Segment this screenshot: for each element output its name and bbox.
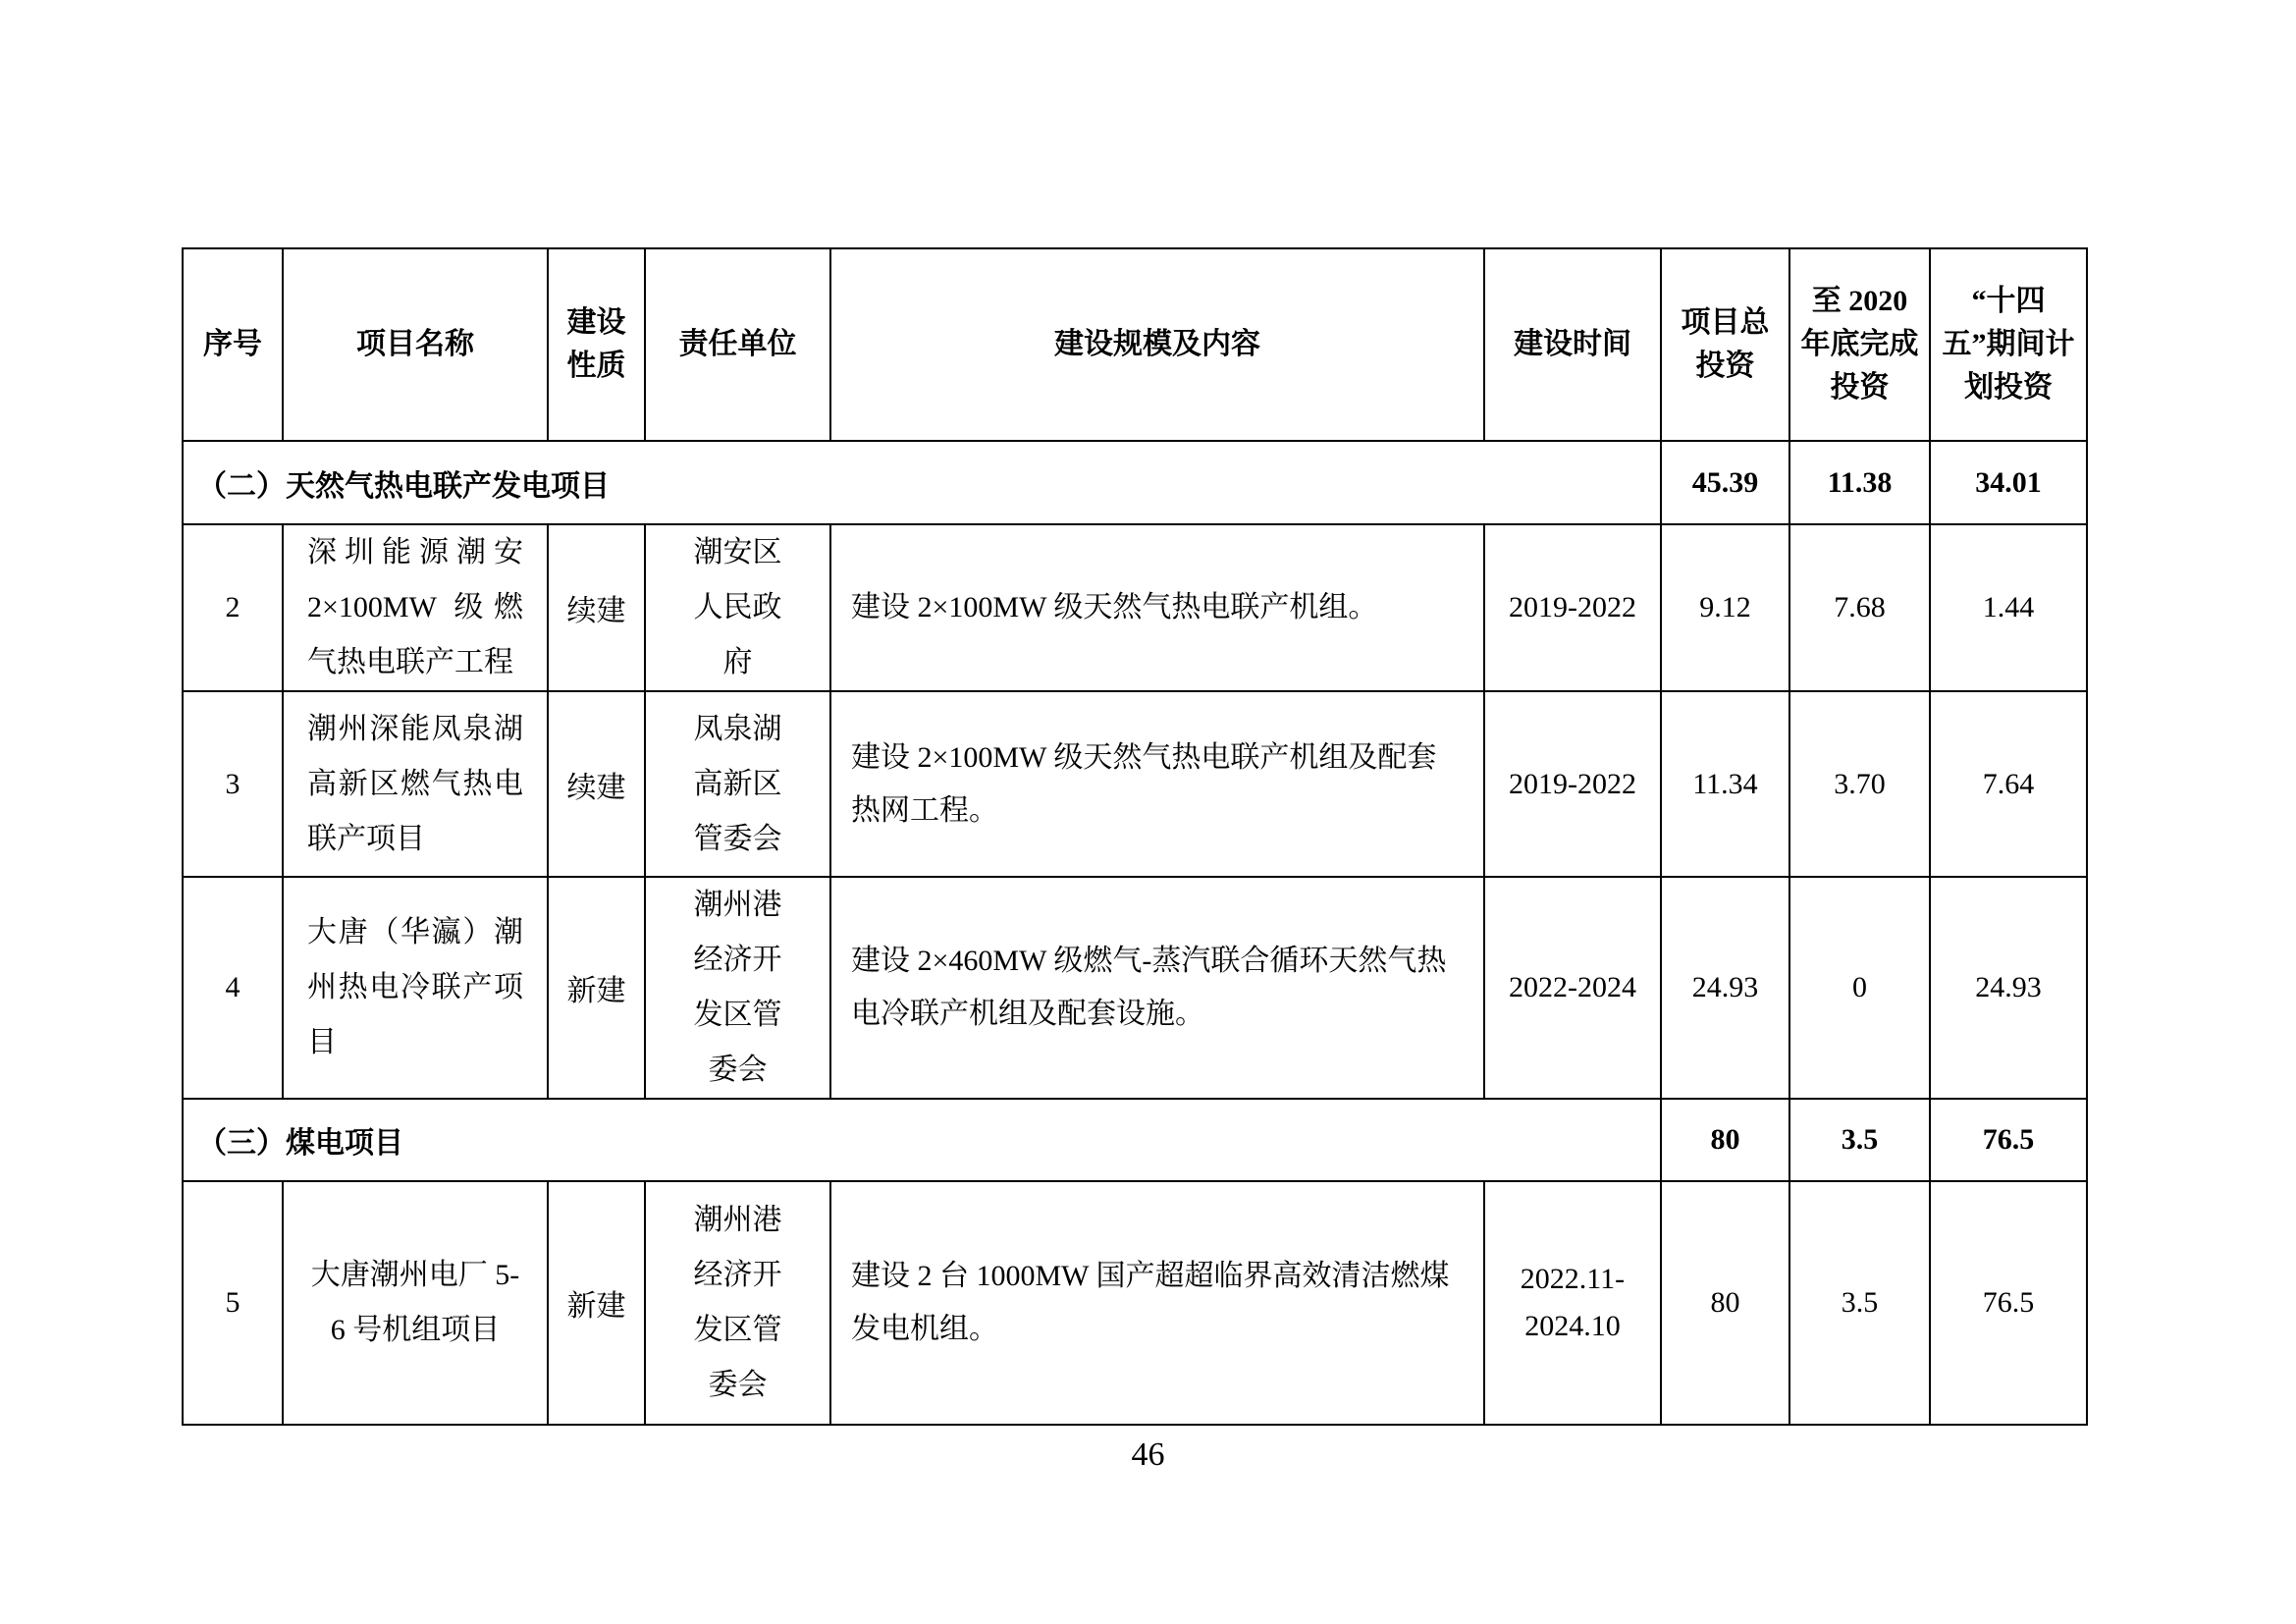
- table-header-row: [183, 248, 2087, 441]
- project-name-cell: 大唐潮州电厂 5-6 号机组项目: [283, 1181, 548, 1425]
- scale-content-cell: 建设 2 台 1000MW 国产超超临界高效清洁燃煤发电机组。: [830, 1181, 1484, 1425]
- col-header-no: 序号: [183, 248, 283, 441]
- section-total-investment: 45.39: [1661, 441, 1789, 524]
- responsible-unit-cell: 凤泉湖高新区管委会: [645, 691, 830, 877]
- construction-time-cell: 2019-2022: [1484, 524, 1661, 691]
- projects-table: [182, 247, 2088, 1426]
- construction-time-cell: 2022.11-2024.10: [1484, 1181, 1661, 1425]
- project-name-cell: 大唐（华瀛）潮州热电冷联产项目: [283, 877, 548, 1099]
- section-title: （二）天然气热电联产发电项目: [183, 441, 1661, 524]
- total-investment-cell: 80: [1661, 1181, 1789, 1425]
- table-row: [183, 524, 2087, 691]
- planned-14th-five-cell: 1.44: [1930, 524, 2087, 691]
- table-row: [183, 691, 2087, 877]
- row-number-cell: 5: [183, 1181, 283, 1425]
- section-planned-14th-five: 34.01: [1930, 441, 2087, 524]
- col-header-nature: 建设性质: [548, 248, 645, 441]
- total-investment-cell: 24.93: [1661, 877, 1789, 1099]
- col-header-unit: 责任单位: [645, 248, 830, 441]
- table-row: [183, 877, 2087, 1099]
- col-header-completed-by-2020: 至 2020 年底完成投资: [1789, 248, 1930, 441]
- total-investment-cell: 11.34: [1661, 691, 1789, 877]
- section-row-coal-power: [183, 1099, 2087, 1181]
- responsible-unit-cell: 潮安区人民政府: [645, 524, 830, 691]
- completed-by-2020-cell: 0: [1789, 877, 1930, 1099]
- completed-by-2020-cell: 3.70: [1789, 691, 1930, 877]
- section-completed-by-2020: 11.38: [1789, 441, 1930, 524]
- responsible-unit-cell: 潮州港经济开发区管委会: [645, 877, 830, 1099]
- construction-time-cell: 2019-2022: [1484, 691, 1661, 877]
- construction-nature-cell: 续建: [548, 691, 645, 877]
- section-completed-by-2020: 3.5: [1789, 1099, 1930, 1181]
- project-name-cell: 深圳能源潮安 2×100MW 级燃气热电联产工程: [283, 524, 548, 691]
- table-row: [183, 1181, 2087, 1425]
- section-row-gas-cogeneration: [183, 441, 2087, 524]
- construction-nature-cell: 新建: [548, 877, 645, 1099]
- page-number: 46: [1131, 1436, 1165, 1473]
- section-planned-14th-five: 76.5: [1930, 1099, 2087, 1181]
- col-header-planned-14th-five: “十四五”期间计划投资: [1930, 248, 2087, 441]
- scale-content-cell: 建设 2×100MW 级天然气热电联产机组及配套热网工程。: [830, 691, 1484, 877]
- completed-by-2020-cell: 7.68: [1789, 524, 1930, 691]
- section-title: （三）煤电项目: [183, 1099, 1661, 1181]
- construction-nature-cell: 新建: [548, 1181, 645, 1425]
- row-number-cell: 2: [183, 524, 283, 691]
- col-header-project-name: 项目名称: [283, 248, 548, 441]
- row-number-cell: 3: [183, 691, 283, 877]
- planned-14th-five-cell: 7.64: [1930, 691, 2087, 877]
- col-header-time: 建设时间: [1484, 248, 1661, 441]
- col-header-scale: 建设规模及内容: [830, 248, 1484, 441]
- construction-nature-cell: 续建: [548, 524, 645, 691]
- col-header-total-investment: 项目总投资: [1661, 248, 1789, 441]
- scale-content-cell: 建设 2×100MW 级天然气热电联产机组。: [830, 524, 1484, 691]
- section-total-investment: 80: [1661, 1099, 1789, 1181]
- planned-14th-five-cell: 76.5: [1930, 1181, 2087, 1425]
- planned-14th-five-cell: 24.93: [1930, 877, 2087, 1099]
- total-investment-cell: 9.12: [1661, 524, 1789, 691]
- construction-time-cell: 2022-2024: [1484, 877, 1661, 1099]
- scale-content-cell: 建设 2×460MW 级燃气-蒸汽联合循环天然气热电冷联产机组及配套设施。: [830, 877, 1484, 1099]
- responsible-unit-cell: 潮州港经济开发区管委会: [645, 1181, 830, 1425]
- project-name-cell: 潮州深能凤泉湖高新区燃气热电联产项目: [283, 691, 548, 877]
- completed-by-2020-cell: 3.5: [1789, 1181, 1930, 1425]
- row-number-cell: 4: [183, 877, 283, 1099]
